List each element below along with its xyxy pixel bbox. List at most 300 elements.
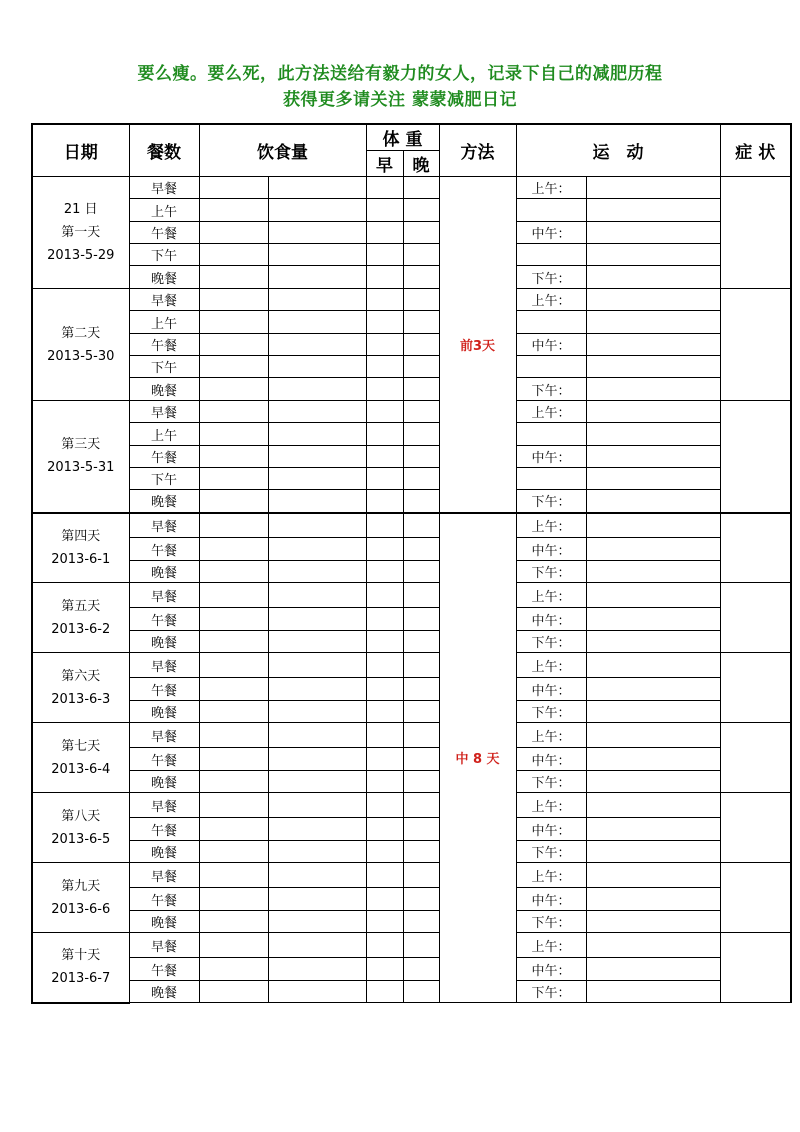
exercise-cell[interactable] — [586, 513, 720, 538]
weight-evening-cell[interactable] — [403, 401, 439, 423]
weight-evening-cell[interactable] — [403, 468, 439, 490]
exercise-cell[interactable] — [586, 378, 720, 401]
exercise-label: 上午： — [516, 289, 586, 311]
exercise-label: 中午： — [516, 958, 586, 981]
table-row — [32, 538, 791, 561]
weight-morning-cell[interactable] — [366, 723, 403, 748]
intake-cell-b[interactable] — [268, 266, 366, 289]
meal-label: 午餐 — [129, 678, 199, 701]
weight-morning-cell[interactable] — [366, 981, 403, 1003]
weight-morning-cell[interactable] — [366, 911, 403, 933]
exercise-cell[interactable] — [586, 888, 720, 911]
meal-label: 下午 — [129, 468, 199, 490]
meal-label: 晚餐 — [129, 771, 199, 793]
table-row — [32, 199, 791, 222]
table-row — [32, 490, 791, 513]
meal-label: 晚餐 — [129, 841, 199, 863]
exercise-cell[interactable] — [586, 958, 720, 981]
header-exercise: 运 动 — [516, 124, 720, 177]
intake-cell-a[interactable] — [199, 653, 268, 678]
meal-label: 午餐 — [129, 748, 199, 771]
table-row — [32, 423, 791, 446]
intake-cell-a[interactable] — [199, 401, 268, 423]
intake-cell-a[interactable] — [199, 701, 268, 723]
table-row — [32, 289, 791, 311]
intake-cell-b[interactable] — [268, 771, 366, 793]
day-cell — [32, 723, 129, 793]
intake-cell-b[interactable] — [268, 863, 366, 888]
intake-cell-a[interactable] — [199, 678, 268, 701]
weight-evening-cell[interactable] — [403, 911, 439, 933]
intake-cell-a[interactable] — [199, 289, 268, 311]
weight-evening-cell[interactable] — [403, 841, 439, 863]
intake-cell-b[interactable] — [268, 958, 366, 981]
exercise-cell[interactable] — [586, 538, 720, 561]
exercise-label: 下午： — [516, 981, 586, 1003]
intake-cell-a[interactable] — [199, 177, 268, 199]
day-date: 2013-5-29 — [47, 248, 115, 263]
day-date: 2013-6-7 — [51, 971, 111, 987]
intake-cell-b[interactable] — [268, 177, 366, 199]
exercise-label: 中午： — [516, 334, 586, 356]
intake-cell-b[interactable] — [268, 311, 366, 334]
meal-label: 晚餐 — [129, 561, 199, 583]
intake-cell-a[interactable] — [199, 513, 268, 538]
weight-morning-cell[interactable] — [366, 793, 403, 818]
symptoms-cell[interactable] — [720, 653, 791, 723]
header-weight: 体 重 — [366, 124, 439, 151]
exercise-label — [516, 244, 586, 266]
table-row — [32, 981, 791, 1003]
meal-label: 早餐 — [129, 401, 199, 423]
meal-label: 早餐 — [129, 933, 199, 958]
intake-cell-b[interactable] — [268, 981, 366, 1003]
weight-morning-cell[interactable] — [366, 701, 403, 723]
intake-cell-a[interactable] — [199, 958, 268, 981]
exercise-cell[interactable] — [586, 266, 720, 289]
intake-cell-b[interactable] — [268, 334, 366, 356]
table-row — [32, 608, 791, 631]
table-row — [32, 863, 791, 888]
weight-morning-cell[interactable] — [366, 177, 403, 199]
intake-cell-a[interactable] — [199, 468, 268, 490]
exercise-cell[interactable] — [586, 334, 720, 356]
intake-cell-b[interactable] — [268, 401, 366, 423]
exercise-cell[interactable] — [586, 653, 720, 678]
exercise-label: 上午： — [516, 863, 586, 888]
exercise-label: 上午： — [516, 653, 586, 678]
table-row — [32, 653, 791, 678]
intake-cell-a[interactable] — [199, 446, 268, 468]
exercise-cell[interactable] — [586, 446, 720, 468]
intake-cell-a[interactable] — [199, 818, 268, 841]
exercise-label: 中午： — [516, 222, 586, 244]
weight-morning-cell[interactable] — [366, 378, 403, 401]
weight-evening-cell[interactable] — [403, 423, 439, 446]
exercise-label: 下午： — [516, 266, 586, 289]
method-phase-label: 前3天 — [439, 177, 516, 513]
intake-cell-b[interactable] — [268, 678, 366, 701]
header-meals: 餐数 — [129, 124, 199, 177]
exercise-cell[interactable] — [586, 490, 720, 513]
exercise-cell[interactable] — [586, 561, 720, 583]
intake-cell-b[interactable] — [268, 538, 366, 561]
intake-cell-a[interactable] — [199, 911, 268, 933]
exercise-cell[interactable] — [586, 177, 720, 199]
exercise-cell[interactable] — [586, 818, 720, 841]
table-row — [32, 818, 791, 841]
exercise-cell[interactable] — [586, 222, 720, 244]
exercise-cell[interactable] — [586, 356, 720, 378]
table-row — [32, 334, 791, 356]
exercise-cell[interactable] — [586, 631, 720, 653]
day-cell — [32, 401, 129, 513]
intake-cell-b[interactable] — [268, 289, 366, 311]
intake-cell-b[interactable] — [268, 513, 366, 538]
weight-evening-cell[interactable] — [403, 199, 439, 222]
meal-label: 早餐 — [129, 653, 199, 678]
exercise-cell[interactable] — [586, 793, 720, 818]
exercise-label: 下午： — [516, 378, 586, 401]
table-row — [32, 748, 791, 771]
weight-evening-cell[interactable] — [403, 513, 439, 538]
table-row — [32, 583, 791, 608]
meal-label: 晚餐 — [129, 266, 199, 289]
header-weight-evening: 晚 — [403, 151, 439, 177]
meal-label: 下午 — [129, 356, 199, 378]
intake-cell-a[interactable] — [199, 981, 268, 1003]
exercise-cell[interactable] — [586, 678, 720, 701]
header-symptoms: 症 状 — [720, 124, 791, 177]
weight-evening-cell[interactable] — [403, 289, 439, 311]
exercise-cell[interactable] — [586, 468, 720, 490]
day-date: 2013-6-1 — [51, 551, 111, 567]
intake-cell-a[interactable] — [199, 793, 268, 818]
weight-evening-cell[interactable] — [403, 653, 439, 678]
exercise-label — [516, 311, 586, 334]
exercise-label — [516, 199, 586, 222]
weight-evening-cell[interactable] — [403, 177, 439, 199]
weight-morning-cell[interactable] — [366, 244, 403, 266]
symptoms-cell[interactable] — [720, 793, 791, 863]
weight-morning-cell[interactable] — [366, 653, 403, 678]
weight-evening-cell[interactable] — [403, 608, 439, 631]
intake-cell-b[interactable] — [268, 841, 366, 863]
day-date: 2013-5-30 — [47, 348, 115, 364]
intake-cell-a[interactable] — [199, 933, 268, 958]
weight-evening-cell[interactable] — [403, 490, 439, 513]
exercise-label: 中午： — [516, 678, 586, 701]
day-cell — [32, 793, 129, 863]
day-name: 第五天 — [61, 598, 101, 614]
weight-morning-cell[interactable] — [366, 631, 403, 653]
intake-cell-b[interactable] — [268, 818, 366, 841]
exercise-label: 上午： — [516, 513, 586, 538]
weight-evening-cell[interactable] — [403, 793, 439, 818]
intake-cell-b[interactable] — [268, 888, 366, 911]
meal-label: 午餐 — [129, 608, 199, 631]
weight-morning-cell[interactable] — [366, 513, 403, 538]
weight-morning-cell[interactable] — [366, 446, 403, 468]
intake-cell-a[interactable] — [199, 334, 268, 356]
exercise-label: 下午： — [516, 561, 586, 583]
weight-evening-cell[interactable] — [403, 723, 439, 748]
intake-cell-b[interactable] — [268, 446, 366, 468]
meal-label: 晚餐 — [129, 490, 199, 513]
exercise-cell[interactable] — [586, 423, 720, 446]
day-cell — [32, 583, 129, 653]
intake-cell-b[interactable] — [268, 199, 366, 222]
exercise-label: 中午： — [516, 818, 586, 841]
weight-evening-cell[interactable] — [403, 378, 439, 401]
weight-morning-cell[interactable] — [366, 863, 403, 888]
meal-label: 早餐 — [129, 513, 199, 538]
day-cell — [32, 177, 129, 289]
intake-cell-a[interactable] — [199, 311, 268, 334]
weight-morning-cell[interactable] — [366, 468, 403, 490]
table-row — [32, 356, 791, 378]
weight-evening-cell[interactable] — [403, 701, 439, 723]
intake-cell-b[interactable] — [268, 608, 366, 631]
intake-cell-a[interactable] — [199, 583, 268, 608]
exercise-cell[interactable] — [586, 608, 720, 631]
intake-cell-b[interactable] — [268, 911, 366, 933]
weight-morning-cell[interactable] — [366, 958, 403, 981]
header-date: 日期 — [32, 124, 129, 177]
weight-evening-cell[interactable] — [403, 334, 439, 356]
intake-cell-a[interactable] — [199, 356, 268, 378]
exercise-cell[interactable] — [586, 933, 720, 958]
intake-cell-b[interactable] — [268, 561, 366, 583]
weight-morning-cell[interactable] — [366, 748, 403, 771]
intake-cell-a[interactable] — [199, 608, 268, 631]
exercise-label — [516, 468, 586, 490]
intake-cell-b[interactable] — [268, 793, 366, 818]
exercise-cell[interactable] — [586, 723, 720, 748]
intake-cell-a[interactable] — [199, 490, 268, 513]
table-row — [32, 401, 791, 423]
weight-evening-cell[interactable] — [403, 678, 439, 701]
intake-cell-a[interactable] — [199, 771, 268, 793]
weight-evening-cell[interactable] — [403, 561, 439, 583]
day-number: 21 日 — [63, 202, 98, 217]
header-weight-morning: 早 — [366, 151, 403, 177]
weight-evening-cell[interactable] — [403, 244, 439, 266]
weight-evening-cell[interactable] — [403, 631, 439, 653]
day-name: 第九天 — [61, 878, 101, 894]
intake-cell-a[interactable] — [199, 266, 268, 289]
exercise-label: 中午： — [516, 538, 586, 561]
symptoms-cell[interactable] — [720, 723, 791, 793]
exercise-cell[interactable] — [586, 244, 720, 266]
symptoms-cell[interactable] — [720, 177, 791, 289]
exercise-cell[interactable] — [586, 199, 720, 222]
weight-evening-cell[interactable] — [403, 888, 439, 911]
symptoms-cell[interactable] — [720, 583, 791, 653]
exercise-cell[interactable] — [586, 701, 720, 723]
method-phase-label: 中 8 天 — [439, 513, 516, 1003]
weight-evening-cell[interactable] — [403, 748, 439, 771]
meal-label: 上午 — [129, 311, 199, 334]
intake-cell-a[interactable] — [199, 423, 268, 446]
day-cell — [32, 653, 129, 723]
meal-label: 晚餐 — [129, 981, 199, 1003]
exercise-cell[interactable] — [586, 583, 720, 608]
weight-morning-cell[interactable] — [366, 538, 403, 561]
symptoms-cell[interactable] — [720, 513, 791, 583]
header-method: 方法 — [439, 124, 516, 177]
exercise-label: 下午： — [516, 841, 586, 863]
intake-cell-b[interactable] — [268, 222, 366, 244]
intake-cell-a[interactable] — [199, 538, 268, 561]
day-date: 2013-6-4 — [51, 761, 111, 777]
weight-morning-cell[interactable] — [366, 334, 403, 356]
intake-cell-b[interactable] — [268, 468, 366, 490]
meal-label: 早餐 — [129, 863, 199, 888]
intake-cell-a[interactable] — [199, 631, 268, 653]
intake-cell-b[interactable] — [268, 653, 366, 678]
weight-evening-cell[interactable] — [403, 771, 439, 793]
intake-cell-a[interactable] — [199, 841, 268, 863]
intake-cell-a[interactable] — [199, 888, 268, 911]
weight-evening-cell[interactable] — [403, 818, 439, 841]
weight-evening-cell[interactable] — [403, 933, 439, 958]
exercise-label: 上午： — [516, 723, 586, 748]
weight-evening-cell[interactable] — [403, 981, 439, 1003]
table-row — [32, 771, 791, 793]
table-row — [32, 631, 791, 653]
weight-evening-cell[interactable] — [403, 538, 439, 561]
weight-evening-cell[interactable] — [403, 863, 439, 888]
exercise-label: 上午： — [516, 583, 586, 608]
meal-label: 午餐 — [129, 538, 199, 561]
weight-morning-cell[interactable] — [366, 933, 403, 958]
weight-morning-cell[interactable] — [366, 583, 403, 608]
intake-cell-a[interactable] — [199, 199, 268, 222]
intake-cell-a[interactable] — [199, 378, 268, 401]
day-name: 第七天 — [61, 738, 101, 754]
meal-label: 午餐 — [129, 888, 199, 911]
meal-label: 上午 — [129, 423, 199, 446]
weight-morning-cell[interactable] — [366, 356, 403, 378]
meal-label: 晚餐 — [129, 631, 199, 653]
weight-morning-cell[interactable] — [366, 311, 403, 334]
weight-morning-cell[interactable] — [366, 289, 403, 311]
symptoms-cell[interactable] — [720, 863, 791, 933]
diet-diary-table — [31, 123, 792, 1004]
exercise-cell[interactable] — [586, 289, 720, 311]
intake-cell-b[interactable] — [268, 723, 366, 748]
exercise-label: 中午： — [516, 446, 586, 468]
weight-morning-cell[interactable] — [366, 888, 403, 911]
exercise-cell[interactable] — [586, 841, 720, 863]
intake-cell-b[interactable] — [268, 583, 366, 608]
weight-morning-cell[interactable] — [366, 608, 403, 631]
intake-cell-b[interactable] — [268, 631, 366, 653]
day-date: 2013-6-5 — [51, 831, 111, 847]
meal-label: 午餐 — [129, 818, 199, 841]
intake-cell-a[interactable] — [199, 748, 268, 771]
weight-evening-cell[interactable] — [403, 356, 439, 378]
weight-morning-cell[interactable] — [366, 771, 403, 793]
exercise-cell[interactable] — [586, 981, 720, 1003]
intake-cell-b[interactable] — [268, 701, 366, 723]
intake-cell-a[interactable] — [199, 561, 268, 583]
intake-cell-a[interactable] — [199, 723, 268, 748]
meal-label: 晚餐 — [129, 378, 199, 401]
weight-morning-cell[interactable] — [366, 199, 403, 222]
intake-cell-a[interactable] — [199, 244, 268, 266]
weight-morning-cell[interactable] — [366, 678, 403, 701]
weight-morning-cell[interactable] — [366, 818, 403, 841]
page-subtitle: 获得更多请关注 蒙蒙减肥日记 — [283, 90, 517, 110]
meal-label: 晚餐 — [129, 911, 199, 933]
intake-cell-a[interactable] — [199, 863, 268, 888]
intake-cell-b[interactable] — [268, 748, 366, 771]
intake-cell-a[interactable] — [199, 222, 268, 244]
day-cell — [32, 863, 129, 933]
weight-morning-cell[interactable] — [366, 423, 403, 446]
table-row — [32, 513, 791, 538]
intake-cell-b[interactable] — [268, 378, 366, 401]
day-name: 第四天 — [61, 528, 101, 544]
symptoms-cell[interactable] — [720, 933, 791, 1003]
exercise-cell[interactable] — [586, 748, 720, 771]
exercise-label: 上午： — [516, 177, 586, 199]
weight-evening-cell[interactable] — [403, 958, 439, 981]
weight-morning-cell[interactable] — [366, 490, 403, 513]
intake-cell-b[interactable] — [268, 490, 366, 513]
weight-morning-cell[interactable] — [366, 401, 403, 423]
intake-cell-b[interactable] — [268, 423, 366, 446]
exercise-cell[interactable] — [586, 911, 720, 933]
weight-evening-cell[interactable] — [403, 583, 439, 608]
weight-evening-cell[interactable] — [403, 266, 439, 289]
day-date: 2013-6-6 — [51, 901, 111, 917]
day-cell — [32, 933, 129, 1003]
symptoms-cell[interactable] — [720, 289, 791, 401]
exercise-label: 上午： — [516, 401, 586, 423]
exercise-label: 下午： — [516, 911, 586, 933]
page-title: 要么瘦。要么死，此方法送给有毅力的女人，记录下自己的减肥历程 — [137, 64, 663, 84]
meal-label: 午餐 — [129, 334, 199, 356]
table-row — [32, 468, 791, 490]
day-date: 2013-5-31 — [47, 460, 115, 476]
symptoms-cell[interactable] — [720, 401, 791, 513]
meal-label: 早餐 — [129, 177, 199, 199]
table-row — [32, 793, 791, 818]
exercise-cell[interactable] — [586, 771, 720, 793]
weight-morning-cell[interactable] — [366, 266, 403, 289]
exercise-cell[interactable] — [586, 401, 720, 423]
exercise-label: 中午： — [516, 608, 586, 631]
intake-cell-b[interactable] — [268, 933, 366, 958]
weight-morning-cell[interactable] — [366, 222, 403, 244]
exercise-label: 中午： — [516, 748, 586, 771]
weight-evening-cell[interactable] — [403, 446, 439, 468]
intake-cell-b[interactable] — [268, 244, 366, 266]
weight-morning-cell[interactable] — [366, 841, 403, 863]
exercise-label: 下午： — [516, 701, 586, 723]
weight-evening-cell[interactable] — [403, 222, 439, 244]
exercise-cell[interactable] — [586, 863, 720, 888]
intake-cell-b[interactable] — [268, 356, 366, 378]
table-row — [32, 561, 791, 583]
weight-morning-cell[interactable] — [366, 561, 403, 583]
exercise-label: 下午： — [516, 490, 586, 513]
exercise-cell[interactable] — [586, 311, 720, 334]
weight-evening-cell[interactable] — [403, 311, 439, 334]
